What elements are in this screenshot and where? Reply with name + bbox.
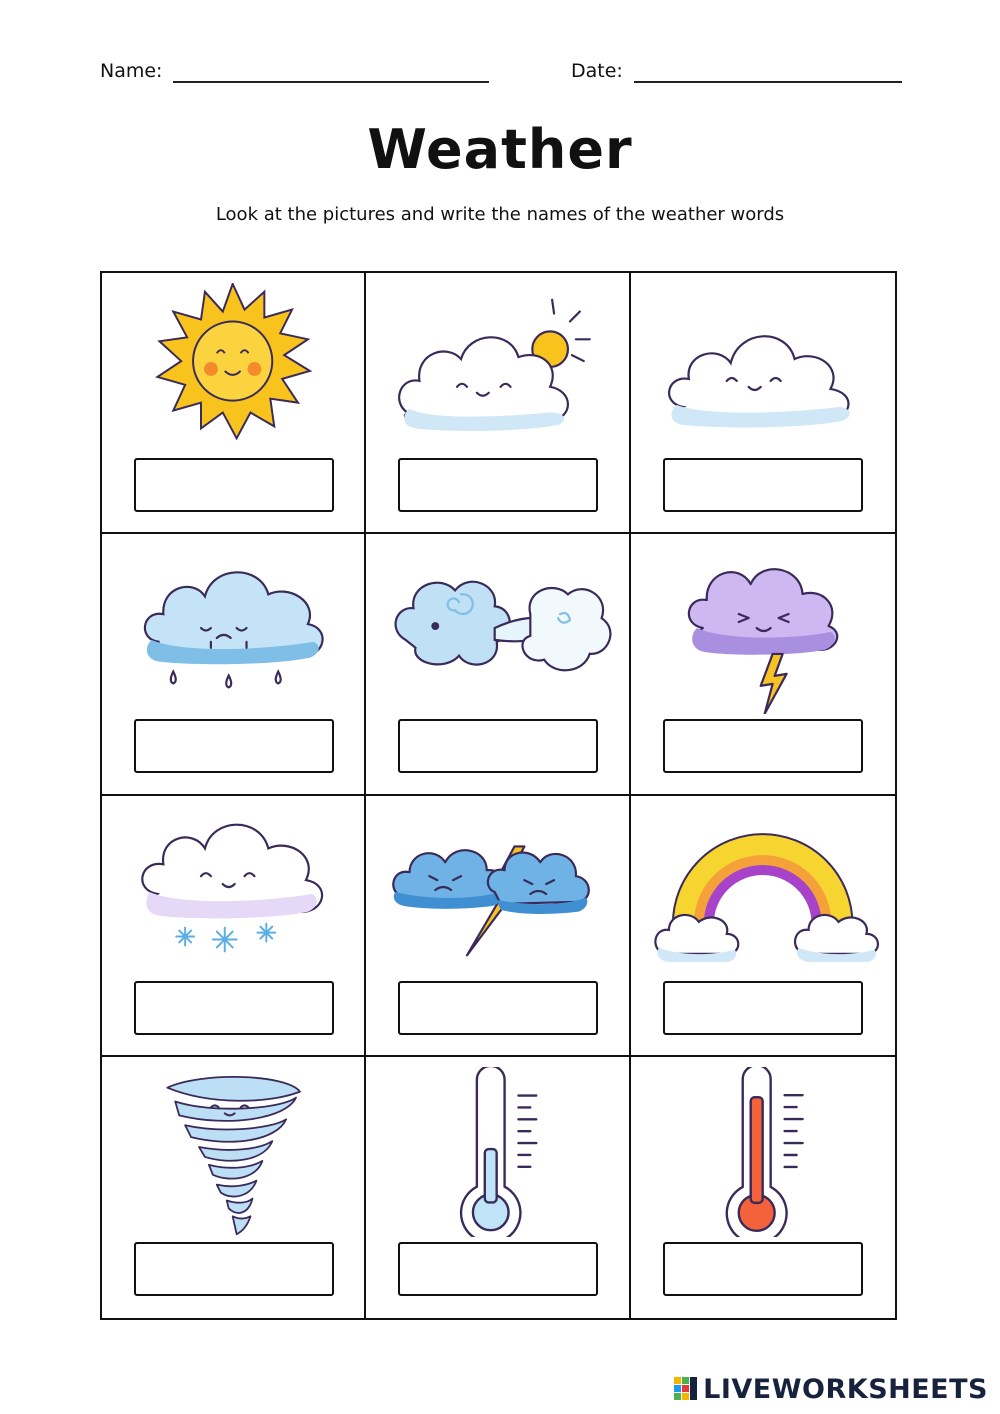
grid-cell-9: [631, 796, 895, 1057]
page-title: Weather: [367, 118, 633, 181]
answer-input-7[interactable]: [134, 981, 334, 1035]
answer-input-12[interactable]: [663, 1242, 863, 1296]
grid-cell-1: [102, 273, 366, 534]
snow-cloud-icon: [102, 806, 364, 976]
wind-clouds-icon: [366, 544, 628, 714]
rain-cloud-icon: [102, 544, 364, 714]
instructions-text: Look at the pictures and write the names of the weather words: [215, 204, 785, 225]
partly-cloudy-icon: [366, 283, 628, 453]
tornado-icon: [102, 1067, 364, 1237]
sun-icon: [102, 283, 364, 453]
grid-cell-3: [631, 273, 895, 534]
grid-cell-10: [102, 1057, 366, 1318]
liveworksheets-logo-icon: [673, 1376, 699, 1402]
grid-cell-5: [366, 534, 630, 795]
hot-thermometer-icon: [631, 1067, 895, 1237]
name-line[interactable]: [173, 81, 489, 83]
grid-cell-12: [631, 1057, 895, 1318]
answer-input-10[interactable]: [134, 1242, 334, 1296]
date-line[interactable]: [634, 81, 902, 83]
answer-input-3[interactable]: [663, 458, 863, 512]
answer-input-8[interactable]: [398, 981, 598, 1035]
grid-cell-7: [102, 796, 366, 1057]
answer-input-2[interactable]: [398, 458, 598, 512]
answer-input-9[interactable]: [663, 981, 863, 1035]
storm-clouds-icon: [366, 806, 628, 976]
cloud-icon: [631, 283, 895, 453]
name-date-row: [100, 60, 900, 90]
grid-cell-11: [366, 1057, 630, 1318]
grid-cell-2: [366, 273, 630, 534]
grid-cell-6: [631, 534, 895, 795]
rainbow-icon: [631, 806, 895, 976]
lightning-cloud-icon: [631, 544, 895, 714]
date-label: Date:: [571, 60, 623, 82]
answer-input-4[interactable]: [134, 719, 334, 773]
answer-input-11[interactable]: [398, 1242, 598, 1296]
cold-thermometer-icon: [366, 1067, 628, 1237]
answer-input-1[interactable]: [134, 458, 334, 512]
answer-input-6[interactable]: [663, 719, 863, 773]
liveworksheets-logo: [673, 1372, 988, 1406]
answer-input-5[interactable]: [398, 719, 598, 773]
name-label: Name:: [100, 60, 163, 82]
liveworksheets-brand-text: LIVEWORKSHEETS: [703, 1373, 988, 1405]
weather-grid: [100, 271, 897, 1320]
grid-cell-8: [366, 796, 630, 1057]
grid-cell-4: [102, 534, 366, 795]
